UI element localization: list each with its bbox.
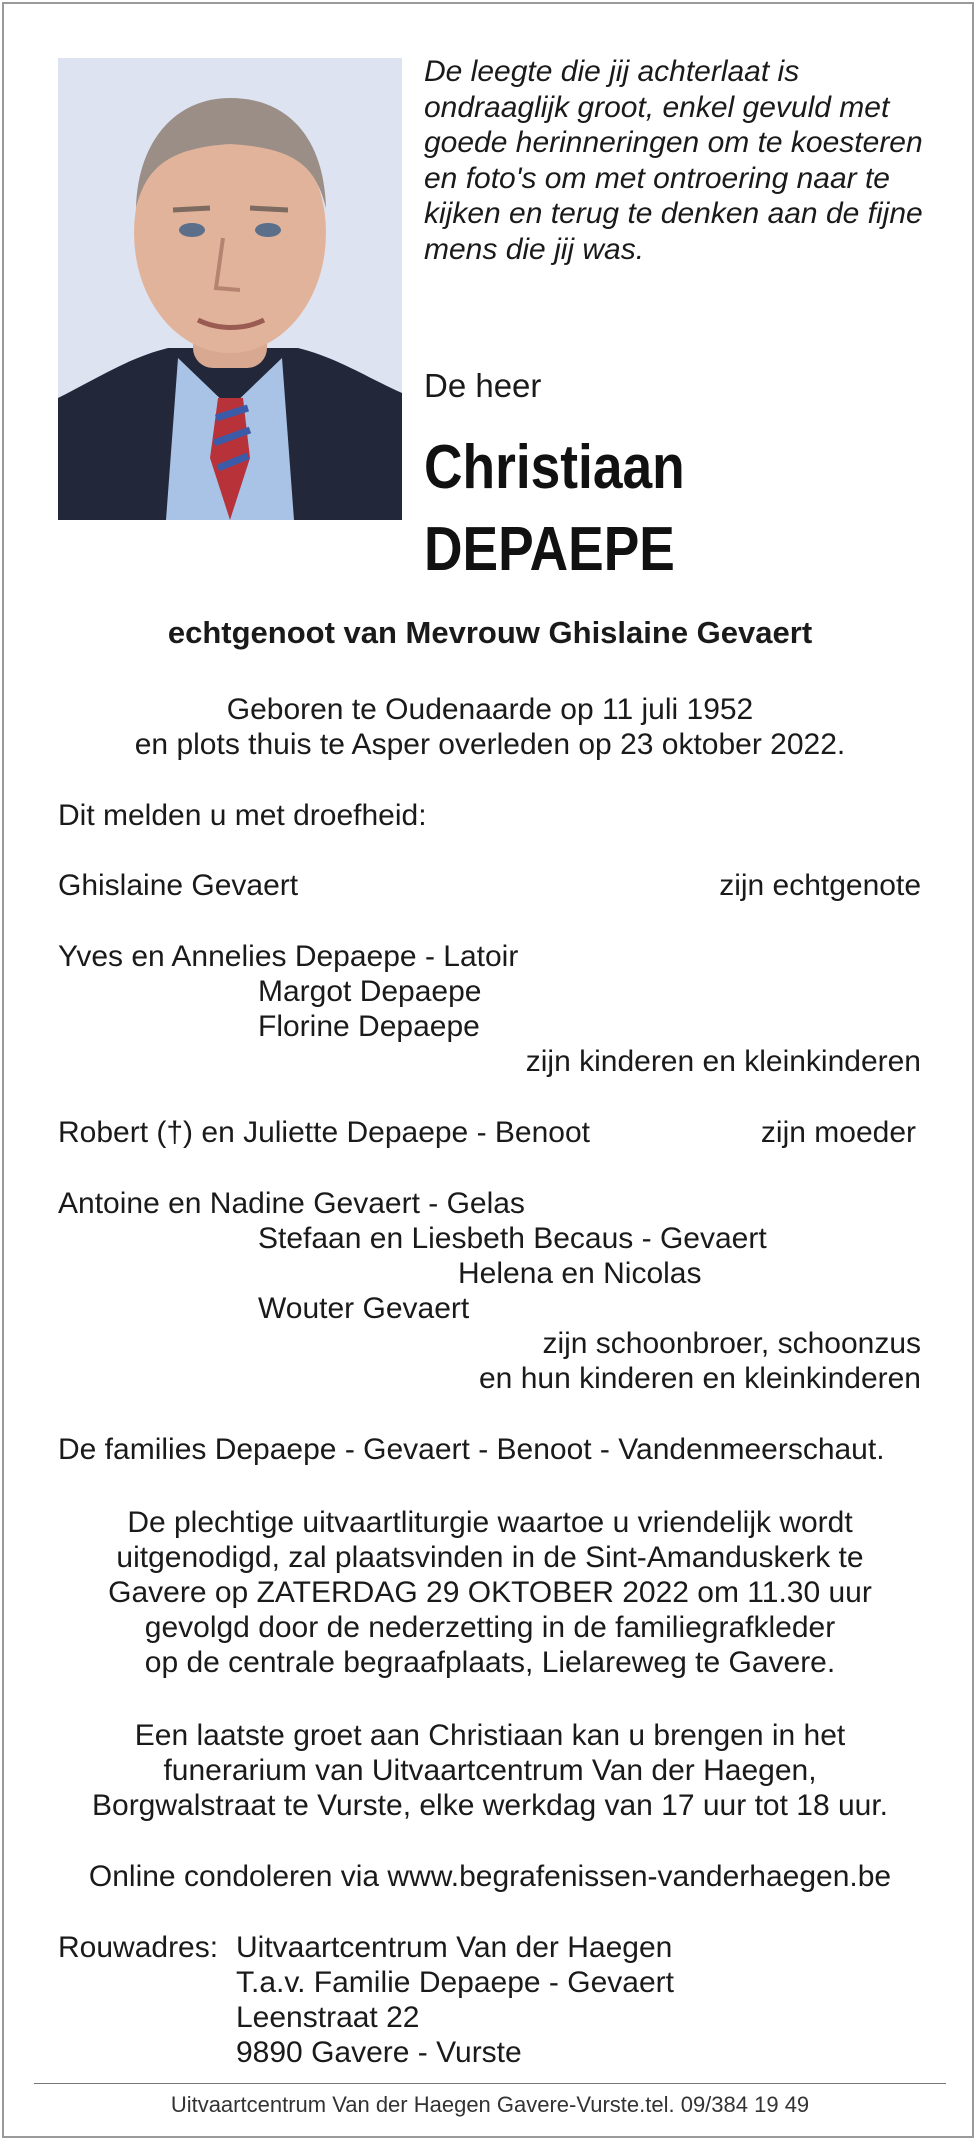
family-children-role: zijn kinderen en kleinkinderen	[525, 1045, 921, 1078]
funeral-text-line: De plechtige uitvaartliturgie waartoe u vriendelijk wordt	[127, 1506, 853, 1539]
deceased-first-name: Christiaan	[424, 433, 685, 502]
portrait-photo	[58, 58, 402, 520]
farewell-text-line: Een laatste groet aan Christiaan kan u brengen in het	[134, 1719, 846, 1752]
family-inlaws: Helena en Nicolas	[458, 1257, 702, 1290]
portrait-illustration	[58, 58, 402, 520]
family-inlaws-role: en hun kinderen en kleinkinderen	[479, 1362, 921, 1395]
online-condolence-line: Online condoleren via www.begrafenissen-vanderhaegen.be	[88, 1860, 892, 1893]
family-spouse-role: zijn echtgenote	[719, 869, 921, 902]
mourning-address-line: T.a.v. Familie Depaepe - Gevaert	[236, 1966, 674, 1999]
funeral-text-line: gevolgd door de nederzetting in de familiegrafkleder	[144, 1611, 836, 1644]
family-spouse-name: Ghislaine Gevaert	[58, 869, 299, 902]
families-line: De families Depaepe - Gevaert - Benoot - Vandenmeerschaut.	[58, 1433, 885, 1466]
funeral-text-line: Gavere op ZATERDAG 29 OKTOBER 2022 om 11.30 uur	[108, 1576, 872, 1609]
farewell-text-line: funerarium van Uitvaartcentrum Van der Haegen,	[163, 1754, 817, 1787]
family-grandchild: Florine Depaepe	[258, 1010, 480, 1043]
spouse-line: echtgenoot van Mevrouw Ghislaine Gevaert	[167, 615, 813, 650]
family-inlaws: Antoine en Nadine Gevaert - Gelas	[58, 1187, 525, 1220]
family-inlaws-role: zijn schoonbroer, schoonzus	[542, 1327, 921, 1360]
family-inlaws: Wouter Gevaert	[258, 1292, 470, 1325]
footer-divider	[34, 2083, 946, 2084]
family-inlaws: Stefaan en Liesbeth Becaus - Gevaert	[258, 1222, 767, 1255]
mourning-address-line: Uitvaartcentrum Van der Haegen	[236, 1931, 673, 1964]
memorial-quote: De leegte die jij achterlaat is ondraaglijk groot, enkel gevuld met goede herinneringen om te koesteren en foto's om met ontroering naar te kijken en terug te denken aan de fijne mens die jij was.	[424, 55, 923, 266]
announce-intro: Dit melden u met droefheid:	[58, 799, 427, 832]
mourning-address-label: Rouwadres:	[58, 1931, 219, 1964]
mourning-address-line: 9890 Gavere - Vurste	[236, 2036, 522, 2069]
family-parents-role: zijn moeder	[760, 1116, 916, 1149]
family-parents: Robert (†) en Juliette Depaepe - Benoot	[58, 1116, 590, 1149]
family-children: Yves en Annelies Depaepe - Latoir	[58, 940, 519, 973]
footer-contact: Uitvaartcentrum Van der Haegen Gavere-Vurste.tel. 09/384 19 49	[170, 2092, 810, 2117]
honorific: De heer	[424, 367, 542, 404]
funeral-text-line: op de centrale begraafplaats, Lielareweg te Gavere.	[144, 1646, 836, 1679]
birth-line: Geboren te Oudenaarde op 11 juli 1952	[226, 693, 754, 726]
mourning-address-line: Leenstraat 22	[236, 2001, 420, 2034]
death-line: en plots thuis te Asper overleden op 23 oktober 2022.	[134, 728, 846, 761]
deceased-last-name: DEPAEPE	[424, 515, 675, 584]
farewell-text-line: Borgwalstraat te Vurste, elke werkdag van 17 uur tot 18 uur.	[92, 1789, 888, 1822]
funeral-text-line: uitgenodigd, zal plaatsvinden in de Sint-Amanduskerk te	[116, 1541, 864, 1574]
family-grandchild: Margot Depaepe	[258, 975, 482, 1008]
